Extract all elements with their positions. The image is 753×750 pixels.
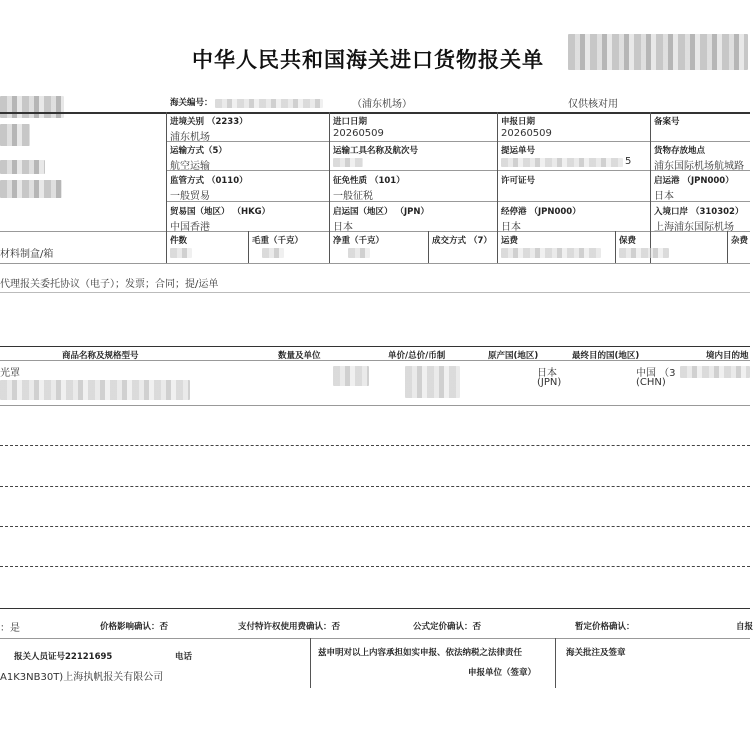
statement: 兹申明对以上内容承担如实申报、依法纳税之法律责任 [318,648,523,658]
redacted-left-4 [0,180,62,198]
customs-remark-label: 海关批注及签章 [566,648,626,658]
self-report: 自报 [736,622,753,632]
import-date-label: 进口日期 [333,117,368,127]
license-label: 许可证号 [501,176,536,186]
goods-price-header: 单价/总价/币制 [388,351,446,361]
declare-unit-label: 申报单位（签章） [468,668,537,678]
transport-mode-label: 运输方式（5） [170,146,227,156]
documents-line: 代理报关委托协议（电子）；发票；合同；提/运单 [0,279,219,290]
redacted-bl-no [501,158,623,167]
misc-fee-label: 杂费 [731,236,749,246]
vrule-4 [650,112,651,263]
exemption-value: 一般征税 [333,191,373,202]
rule-row1 [166,141,750,142]
entry-port-label: 入境口岸 （310302） [654,207,744,217]
freight-label: 运费 [501,236,519,246]
empty-row-2 [0,486,750,487]
deal-method-label: 成交方式 （7） [432,236,492,246]
record-no-label: 备案号 [654,117,680,127]
entry-port-value: 上海浦东国际机场 [654,222,734,233]
vrule-footer-2 [555,638,556,688]
redacted-goods-domestic [680,366,750,378]
vrule-6 [428,231,429,263]
redacted-insurance [619,248,669,258]
redacted-gross [262,248,284,258]
declare-date-label: 申报日期 [501,117,536,127]
redacted-left-2 [0,124,30,146]
goods-origin-line2: (JPN) [537,377,562,388]
storage-label: 货物存放地点 [654,146,706,156]
verify-note: 仅供核对用 [568,99,618,110]
departure-port-label: 启运港 （JPN000） [654,176,734,186]
price-influence: 价格影响确认：否 [100,622,169,632]
vrule-1 [166,112,167,263]
goods-domestic-header: 境内目的地 [706,351,749,361]
rule-footer-top [0,608,750,609]
rule-row5 [0,263,750,264]
bl-no-label: 提运单号 [501,146,536,156]
redacted-goods-price [405,366,460,398]
vrule-3 [497,112,498,263]
gross-weight-label: 毛重（千克） [252,236,304,246]
vrule-7 [615,231,616,263]
goods-origin-line1: 日本 [537,368,557,379]
customs-no-note: （浦东机场） [352,99,412,110]
goods-dest-line1: 中国 （3 [636,368,676,379]
exemption-label: 征免性质 （101） [333,176,405,186]
net-weight-label: 净重（千克） [333,236,385,246]
import-date-value: 20260509 [333,128,384,139]
relation-value: ：是 [0,623,20,634]
redacted-goods-spec [0,380,190,400]
storage-value: 浦东国际机场航城路 [654,161,744,172]
redacted-customs-no [215,99,323,108]
origin-country-label: 启运国（地区） （JPN） [333,207,429,217]
trade-country-label: 贸易国（地区） （HKG） [170,207,271,217]
goods-dest-line2: (CHN) [636,377,666,388]
bl-no-tail: 5 [625,156,632,167]
redacted-left-1 [0,96,64,118]
goods-name-fragment: 光罩 [0,368,20,379]
supervision-value: 一般贸易 [170,191,210,202]
redacted-qr-area [568,34,748,70]
formula-price-confirm: 公式定价确认：否 [413,622,482,632]
transport-mode-value: 航空运输 [170,161,210,172]
redacted-net [348,248,370,258]
goods-name-header: 商品名称及规格型号 [62,351,139,361]
redacted-conveyance [333,158,363,167]
phone-label: 电话 [175,652,193,662]
empty-row-4 [0,566,750,567]
provisional-price-confirm: 暂定价格确认： [575,622,635,632]
goods-origin-header: 原产国(地区) [488,351,539,361]
departure-port-value: 日本 [654,191,674,202]
redacted-pieces [170,248,192,258]
conveyance-label: 运输工具名称及航次号 [333,146,419,156]
goods-destination-header: 最终目的国(地区) [572,351,640,361]
redacted-left-3 [0,160,45,174]
company-line: A1K3NB30T)上海执帆报关有限公司 [0,672,164,683]
customs-no-label: 海关编号： [170,98,213,108]
redacted-freight [501,248,601,258]
rule-footer-mid [0,638,750,639]
trade-country-value: 中国香港 [170,222,210,233]
origin-country-value: 日本 [333,222,353,233]
rule-goods-bottom [0,405,750,406]
redacted-goods-qty [333,366,369,386]
packing-value: 材料制盒/箱 [0,249,54,260]
entry-customs-label: 进境关别 （2233） [170,117,248,127]
empty-row-1 [0,445,750,446]
declarant-label: 报关人员证号22121695 [14,652,113,662]
empty-row-3 [0,526,750,527]
goods-qty-header: 数量及单位 [278,351,321,361]
rule-top [0,112,750,114]
royalty-confirm: 支付特许权使用费确认：否 [238,622,341,632]
supervision-label: 监管方式 （0110） [170,176,248,186]
page-title: 中华人民共和国海关进口货物报关单 [192,48,544,72]
vrule-2 [329,112,330,263]
declare-date-value: 20260509 [501,128,552,139]
transit-port-value: 日本 [501,222,521,233]
vrule-5 [248,231,249,263]
rule-docs [0,292,750,293]
entry-customs-value: 浦东机场 [170,132,210,143]
rule-goods-top [0,346,750,347]
vrule-8 [727,231,728,263]
pieces-label: 件数 [170,236,188,246]
transit-port-label: 经停港 （JPN000） [501,207,581,217]
rule-row4 [0,231,750,232]
insurance-label: 保费 [619,236,637,246]
vrule-footer-1 [310,638,311,688]
